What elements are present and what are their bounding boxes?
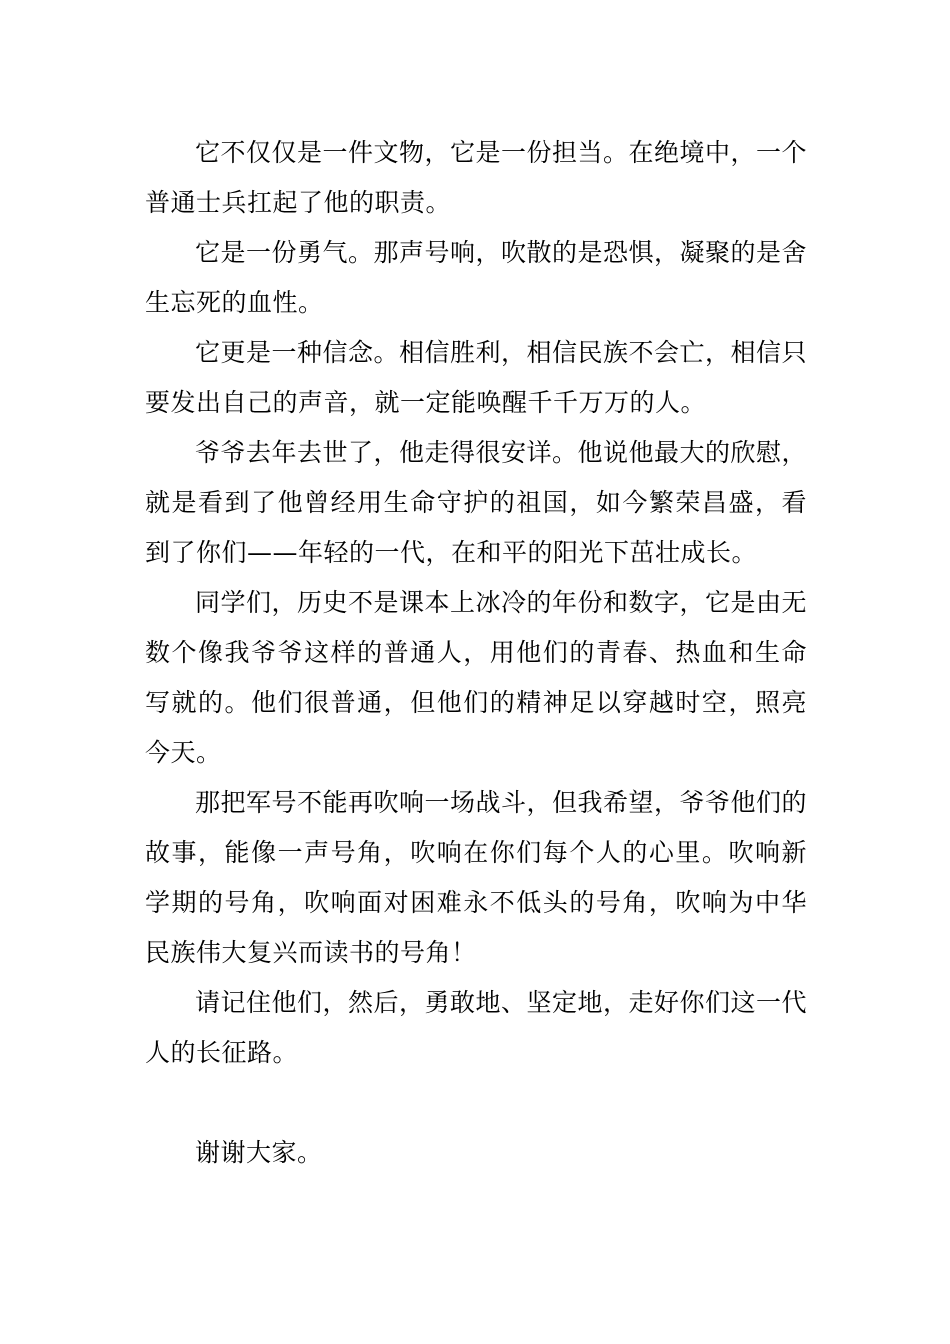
- paragraph-1: 它不仅仅是一件文物，它是一份担当。在绝境中，一个普通士兵扛起了他的职责。: [145, 138, 808, 217]
- paragraph-2: 它是一份勇气。那声号响，吹散的是恐惧，凝聚的是舍生忘死的血性。: [145, 238, 808, 317]
- paragraph-6: 那把军号不能再吹响一场战斗，但我希望，爷爷他们的故事，能像一声号角，吹响在你们每个人的心里。吹响新学期的号角，吹响面对困难永不低头的号角，吹响为中华民族伟大复兴而读书的号角！: [145, 788, 808, 967]
- blank-line: [145, 1078, 807, 1128]
- closing-line: 谢谢大家。: [195, 1138, 323, 1167]
- document-body: [145, 128, 807, 1178]
- paragraph-4: 爷爷去年去世了，他走得很安详。他说他最大的欣慰，就是看到了他曾经用生命守护的祖国，如今繁荣昌盛，看到了你们——年轻的一代，在和平的阳光下茁壮成长。: [145, 438, 808, 567]
- paragraph-3: 它更是一种信念。相信胜利，相信民族不会亡，相信只要发出自己的声音，就一定能唤醒千千万万的人。: [145, 338, 808, 417]
- paragraph-5: 同学们，历史不是课本上冰冷的年份和数字，它是由无数个像我爷爷这样的普通人，用他们的青春、热血和生命写就的。他们很普通，但他们的精神足以穿越时空，照亮今天。: [145, 588, 808, 767]
- paragraph-7: 请记住他们，然后，勇敢地、坚定地，走好你们这一代人的长征路。: [145, 988, 808, 1067]
